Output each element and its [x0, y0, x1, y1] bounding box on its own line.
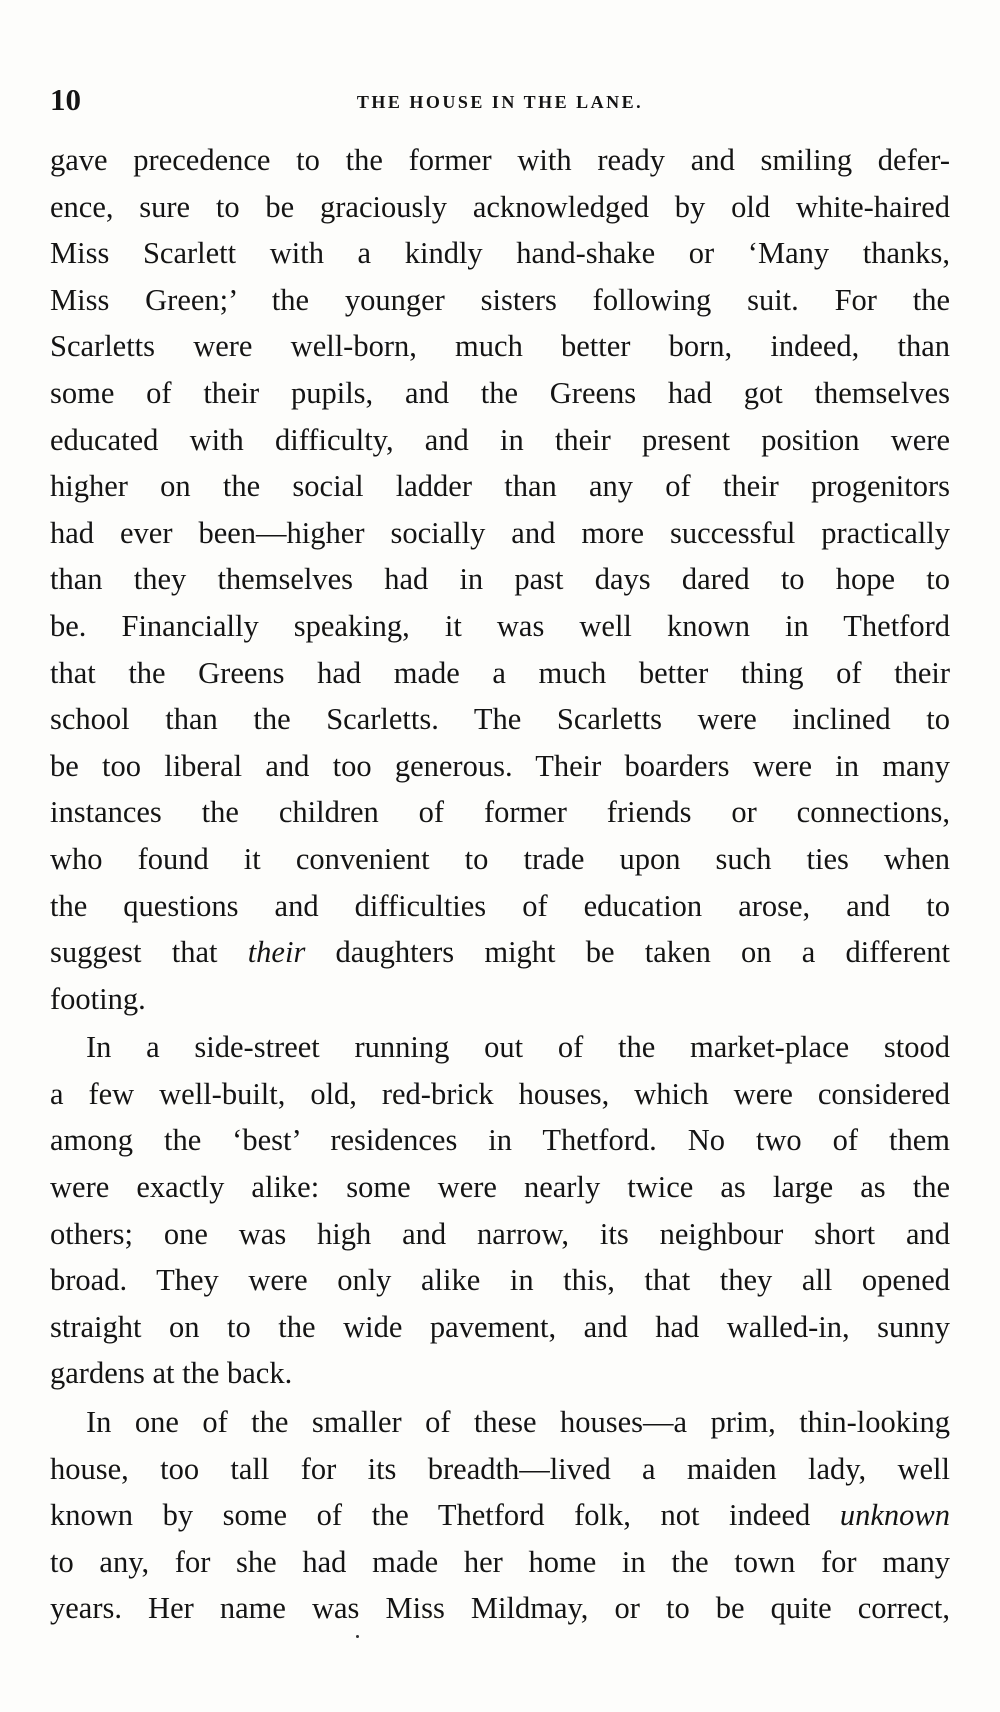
running-title: THE HOUSE IN THE LANE.: [356, 92, 644, 112]
text-line: [50, 1164, 950, 1211]
italic-text: their: [247, 935, 306, 970]
text-line: [50, 976, 950, 1023]
text-segment: known by some of the Thetford folk, not indeed: [50, 1498, 840, 1533]
text-segment: broad. They were only alike in this, that they all opened: [50, 1263, 950, 1298]
text-line: [50, 1024, 950, 1071]
text-line: [50, 1399, 950, 1446]
text-line: [50, 603, 950, 650]
text-segment: daughters might be taken on a different: [305, 935, 950, 970]
text-segment: instances the children of former friends or connections,: [50, 795, 950, 830]
text-segment: footing.: [50, 981, 146, 1016]
body-text: [50, 137, 950, 1632]
page-number: 10: [50, 82, 81, 117]
text-segment: house, too tall for its breadth—lived a maiden lady, well: [50, 1451, 950, 1486]
text-segment: that the Greens had made a much better thing of their: [50, 655, 950, 690]
text-segment: educated with difficulty, and in their present position were: [50, 422, 950, 457]
text-segment: higher on the social ladder than any of their progenitors: [50, 469, 950, 504]
text-segment: Scarletts were well-born, much better born, indeed, than: [50, 329, 950, 364]
text-segment: than they themselves had in past days dared to hope to: [50, 562, 950, 597]
text-line: [50, 1492, 950, 1539]
text-line: [50, 463, 950, 510]
text-segment: be. Financially speaking, it was well known in Thetford: [50, 608, 950, 643]
text-line: [50, 1446, 950, 1493]
text-segment: school than the Scarletts. The Scarletts were inclined to: [50, 702, 950, 737]
text-segment: among the ‘best’ residences in Thetford. No two of them: [50, 1123, 950, 1158]
text-line: [50, 370, 950, 417]
text-line: [50, 230, 950, 277]
text-segment: be too liberal and too generous. Their boarders were in many: [50, 748, 950, 783]
text-line: [50, 1257, 950, 1304]
text-segment: In a side-street running out of the market-place stood: [86, 1030, 950, 1065]
text-segment: others; one was high and narrow, its neighbour short and: [50, 1216, 950, 1251]
text-segment: some of their pupils, and the Greens had got themselves: [50, 375, 950, 410]
text-line: [50, 929, 950, 976]
italic-text: unknown: [839, 1498, 950, 1533]
text-segment: had ever been—higher socially and more successful practically: [50, 515, 950, 550]
page-header: [50, 80, 950, 120]
text-segment: Miss Scarlett with a kindly hand-shake or ‘Many thanks,: [50, 236, 950, 271]
text-segment: were exactly alike: some were nearly twice as large as the: [50, 1170, 950, 1205]
text-line: [50, 184, 950, 231]
paragraph: [50, 1024, 950, 1397]
text-line: [50, 789, 950, 836]
text-segment: who found it convenient to trade upon such ties when: [50, 841, 950, 876]
text-line: [50, 883, 950, 930]
text-segment: years. Her name was Miss Mildmay, or to be quite correct,: [50, 1591, 950, 1626]
text-line: [50, 417, 950, 464]
print-mark: [356, 1635, 359, 1638]
text-line: [50, 1071, 950, 1118]
text-segment: In one of the smaller of these houses—a prim, thin-looking: [86, 1405, 950, 1440]
text-line: [50, 696, 950, 743]
text-segment: to any, for she had made her home in the town for many: [50, 1544, 950, 1579]
text-segment: straight on to the wide pavement, and had walled-in, sunny: [50, 1309, 950, 1344]
text-line: [50, 836, 950, 883]
text-segment: the questions and difficulties of education arose, and to: [50, 888, 950, 923]
text-line: [50, 1304, 950, 1351]
text-line: [50, 1211, 950, 1258]
text-line: [50, 137, 950, 184]
text-line: [50, 650, 950, 697]
text-line: [50, 1117, 950, 1164]
text-line: [50, 277, 950, 324]
paragraph: [50, 1399, 950, 1632]
text-segment: gave precedence to the former with ready and smiling defer-: [50, 143, 950, 177]
paragraph: [50, 137, 950, 1022]
text-segment: suggest that: [50, 935, 248, 970]
text-line: [50, 556, 950, 603]
text-segment: Miss Green;’ the younger sisters following suit. For the: [50, 282, 950, 317]
text-segment: a few well-built, old, red-brick houses, which were considered: [50, 1076, 950, 1111]
text-line: [50, 323, 950, 370]
text-line: [50, 1585, 950, 1632]
text-segment: ence, sure to be graciously acknowledged by old white-haired: [50, 189, 950, 224]
text-line: [50, 510, 950, 557]
text-line: [50, 1539, 950, 1586]
text-line: [50, 743, 950, 790]
text-line: [50, 1350, 950, 1397]
text-segment: gardens at the back.: [50, 1356, 293, 1391]
